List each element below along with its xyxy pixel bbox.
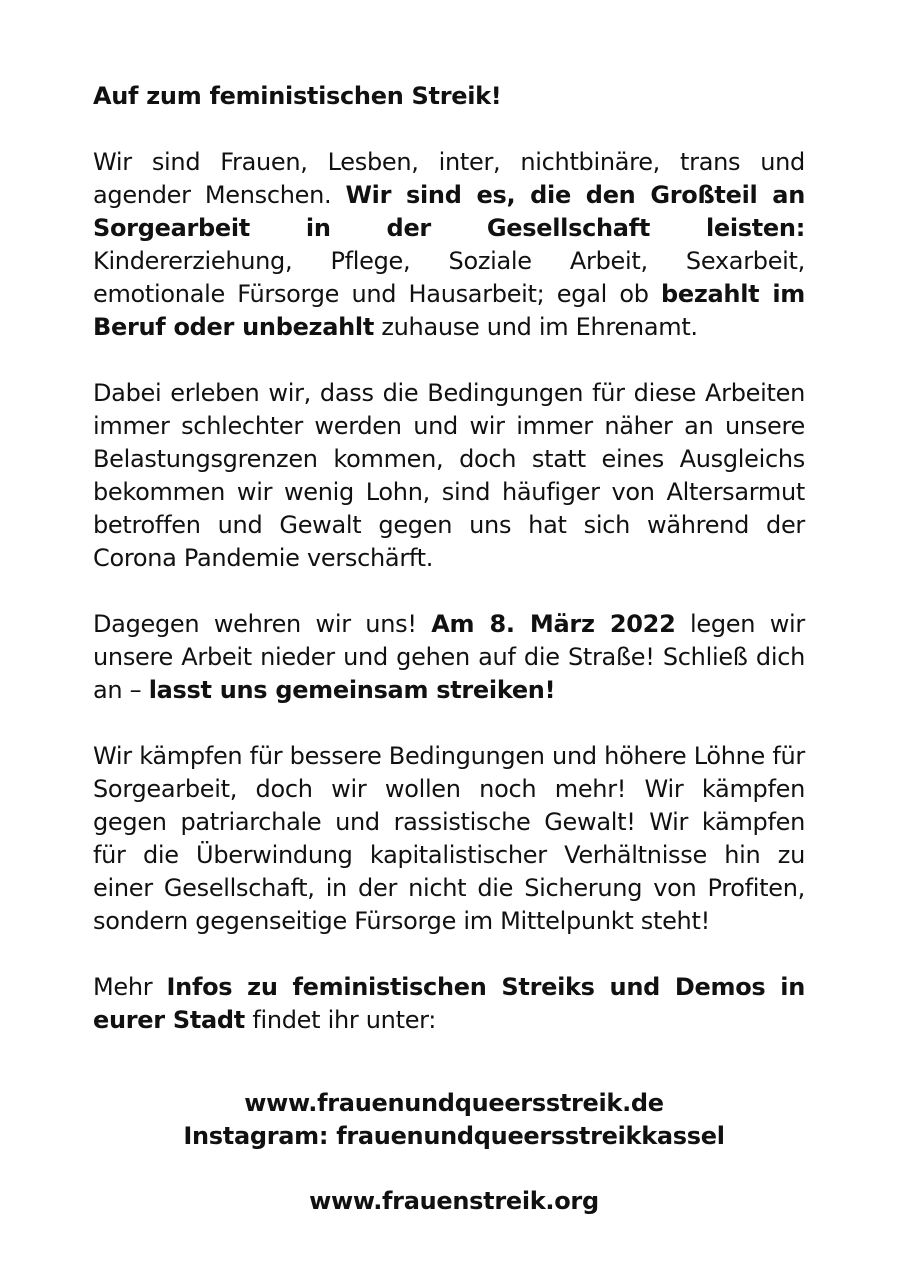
headline: Auf zum feministischen Streik! <box>93 82 502 110</box>
website-link-queersstreik[interactable]: www.frauenundqueersstreik.de <box>244 1089 664 1117</box>
p3-bold-2: lasst uns gemeinsam streiken! <box>148 676 556 704</box>
p5-text-1: Mehr <box>93 973 167 1001</box>
website-link-frauenstreik[interactable]: www.frauenstreik.org <box>309 1187 599 1215</box>
p3-text-2: legen wir unsere Arbeit nieder und gehen auf die Straße! Schließ dich an – <box>93 610 805 704</box>
p1-text-1: Wir sind Frauen, Lesben, inter, nichtbinäre, trans und agender Menschen. <box>93 148 805 209</box>
paragraph-sorgearbeit <box>93 146 805 344</box>
p5-bold-1: Infos zu feministischen Streiks und Demos in eurer Stadt <box>93 973 805 1034</box>
flyer-text <box>93 80 805 1037</box>
p1-bold-2: bezahlt im Beruf oder unbezahlt <box>93 280 805 341</box>
paragraph-bedingungen: Dabei erleben wir, dass die Bedingungen für diese Arbeiten immer schlechter werden und wir immer näher an unsere Belastungsgrenzen kommen, doch statt eines Ausgleichs bekommen wir wenig Lohn, sind häufiger von Altersarmut betroffen und Gewalt gegen uns hat sich während der Corona Pandemie verschärft. <box>93 379 805 572</box>
p3-bold-date: Am 8. März 2022 <box>431 610 676 638</box>
paragraph-streikaufruf <box>93 608 805 707</box>
p5-text-2: findet ihr unter: <box>244 1006 437 1034</box>
instagram-handle[interactable]: Instagram: frauenundqueersstreikkassel <box>183 1122 725 1150</box>
links-block <box>0 1087 908 1153</box>
p1-bold-1: Wir sind es, die den Großteil an Sorgearbeit in der Gesellschaft leisten: <box>93 181 805 242</box>
links-block-2 <box>0 1185 908 1218</box>
p1-text-2: Kindererziehung, Pflege, Soziale Arbeit, Sexarbeit, emotionale Fürsorge und Hausarbeit; egal ob <box>93 247 805 308</box>
paragraph-forderungen: Wir kämpfen für bessere Bedingungen und höhere Löhne für Sorgearbeit, doch wir wollen noch mehr! Wir kämpfen gegen patriarchale und rassistische Gewalt! Wir kämpfen für die Überwindung kapitalistischer Verhältnisse hin zu einer Gesellschaft, in der nicht die Sicherung von Profiten, sondern gegenseitige Fürsorge im Mittelpunkt steht! <box>93 742 805 935</box>
p3-text-1: Dagegen wehren wir uns! <box>93 610 432 638</box>
p1-text-3: zuhause und im Ehrenamt. <box>374 313 698 341</box>
paragraph-infos <box>93 971 805 1037</box>
